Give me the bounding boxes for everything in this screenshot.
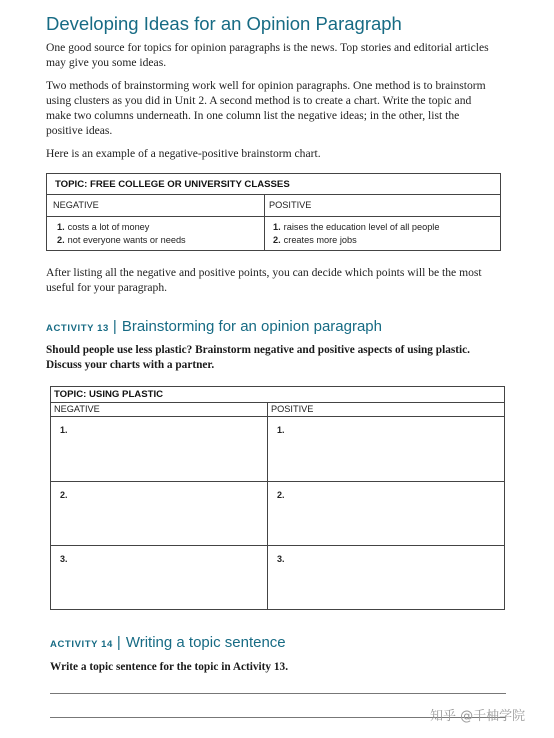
example-positive-header: POSITIVE [269,200,312,210]
example-brainstorm-chart [46,173,501,251]
positive-entry-2[interactable]: 2. [277,490,285,500]
example-intro [46,146,506,161]
section-heading: Developing Ideas for an Opinion Paragraph [46,13,402,34]
plastic-brainstorm-chart [50,386,505,610]
negative-entry-2[interactable]: 2. [60,490,68,500]
intro-paragraph [46,40,506,70]
plastic-negative-header: NEGATIVE [54,404,100,414]
activity-13-label: ACTIVITY 13 [46,323,109,334]
list-item: 2. creates more jobs [273,235,357,245]
text-line: Two methods of brainstorming work well for opinion paragraphs. One method is to brainstorm [46,79,486,92]
heading-divider: | [112,318,117,335]
text-line: Discuss your charts with a partner. [46,358,215,371]
activity-13-instructions [46,343,470,372]
text-line: useful for your paragraph. [46,281,168,294]
example-negative-header: NEGATIVE [53,200,99,210]
example-negative-list [57,221,186,247]
activity-13-heading [46,318,382,336]
methods-paragraph [46,78,506,138]
text-line: positive ideas. [46,124,113,137]
text-line: After listing all the negative and positive points, you can decide which points will be the most [46,266,482,279]
heading-divider: | [116,634,121,651]
text-line: Should people use less plastic? Brainstorm negative and positive aspects of using plastic. [46,344,470,356]
text-line: Here is an example of a negative-positive brainstorm chart. [46,147,321,160]
activity-14-instructions: Write a topic sentence for the topic in Activity 13. [50,661,289,673]
text-line: One good source for topics for opinion paragraphs is the news. Top stories and editorial articles [46,41,489,54]
plastic-positive-header: POSITIVE [271,404,314,414]
activity-14-title: Writing a topic sentence [125,634,286,651]
watermark: 知乎 @千柚学院 [430,709,526,724]
activity-14-heading [50,634,286,652]
list-item: 1. raises the education level of all people [273,222,440,232]
list-item: 2. not everyone wants or needs [57,235,186,245]
positive-entry-3[interactable]: 3. [277,554,285,564]
activity-13-title: Brainstorming for an opinion paragraph [121,318,382,335]
text-line: using clusters as you did in Unit 2. A second method is to create a chart. Write the topic and [46,94,472,107]
example-topic: TOPIC: FREE COLLEGE OR UNIVERSITY CLASSES [55,179,290,190]
text-line: may give you some ideas. [46,56,167,69]
text-line: make two columns underneath. In one column list the negative ideas; in the other, list the [46,109,460,122]
list-item: 1. costs a lot of money [57,222,150,232]
positive-entry-1[interactable]: 1. [277,425,285,435]
after-listing-paragraph [46,265,506,295]
negative-entry-3[interactable]: 3. [60,554,68,564]
plastic-topic: TOPIC: USING PLASTIC [54,389,164,400]
activity-14-label: ACTIVITY 14 [50,639,113,650]
negative-entry-1[interactable]: 1. [60,425,68,435]
example-positive-list [273,221,439,247]
writing-line-1[interactable] [50,693,506,694]
